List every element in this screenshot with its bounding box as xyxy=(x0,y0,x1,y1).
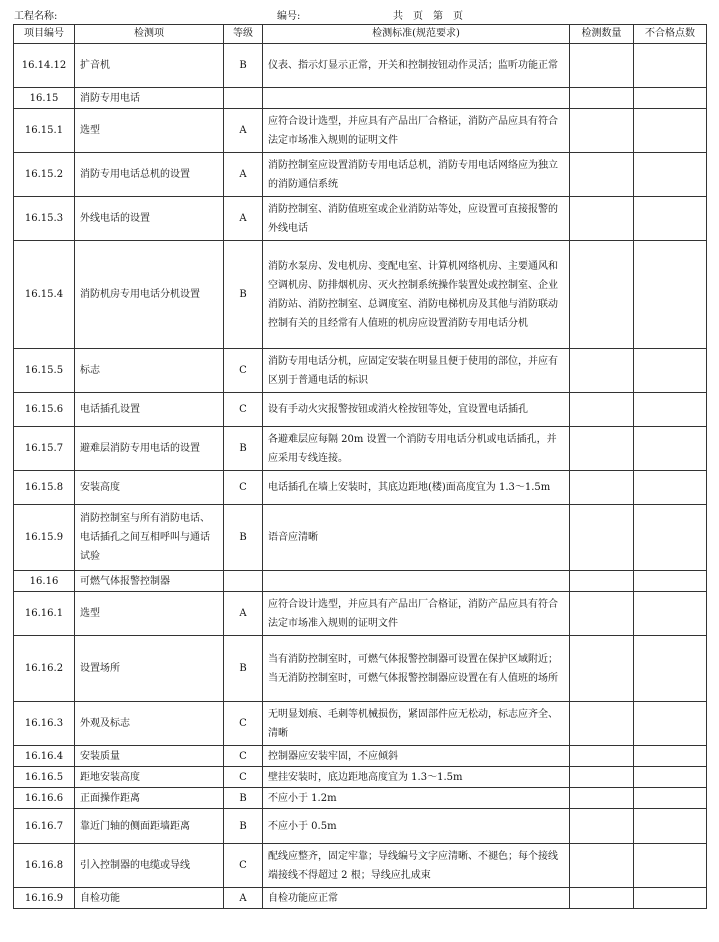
row-standard: 不应小于 1.2m xyxy=(263,788,570,809)
row-grade: B xyxy=(224,636,263,702)
row-quantity xyxy=(570,746,634,767)
row-grade: C xyxy=(224,393,263,427)
row-standard: 消防专用电话分机，应固定安装在明显且便于使用的部位，并应有区别于普通电话的标识 xyxy=(263,349,570,393)
row-standard: 不应小于 0.5m xyxy=(263,809,570,844)
table-row xyxy=(14,505,707,571)
row-code: 16.16.6 xyxy=(14,788,75,809)
row-standard xyxy=(263,571,570,592)
table-row xyxy=(14,109,707,153)
row-failures xyxy=(634,788,707,809)
row-failures xyxy=(634,844,707,888)
table-row xyxy=(14,44,707,88)
row-code: 16.15.5 xyxy=(14,349,75,393)
row-failures xyxy=(634,241,707,349)
table-row xyxy=(14,809,707,844)
row-standard xyxy=(263,88,570,109)
row-code: 16.16.2 xyxy=(14,636,75,702)
col-header-grade: 等级 xyxy=(224,25,263,44)
row-failures xyxy=(634,505,707,571)
row-grade: A xyxy=(224,153,263,197)
row-code: 16.15.2 xyxy=(14,153,75,197)
row-quantity xyxy=(570,153,634,197)
row-quantity xyxy=(570,44,634,88)
row-code: 16.15.1 xyxy=(14,109,75,153)
page-header xyxy=(0,0,719,24)
row-quantity xyxy=(570,636,634,702)
row-grade: C xyxy=(224,471,263,505)
row-item: 外线电话的设置 xyxy=(75,197,224,241)
row-grade xyxy=(224,88,263,109)
row-standard: 壁挂安装时，底边距地高度宜为 1.3～1.5m xyxy=(263,767,570,788)
row-quantity xyxy=(570,844,634,888)
row-code: 16.14.12 xyxy=(14,44,75,88)
row-code: 16.16.3 xyxy=(14,702,75,746)
row-grade: C xyxy=(224,767,263,788)
row-quantity xyxy=(570,767,634,788)
table-row xyxy=(14,393,707,427)
table-row xyxy=(14,844,707,888)
row-quantity xyxy=(570,888,634,909)
row-failures xyxy=(634,592,707,636)
row-code: 16.16.1 xyxy=(14,592,75,636)
row-failures xyxy=(634,809,707,844)
table-row xyxy=(14,767,707,788)
row-grade xyxy=(224,571,263,592)
row-item: 避难层消防专用电话的设置 xyxy=(75,427,224,471)
row-item: 消防专用电话 xyxy=(75,88,224,109)
row-grade: A xyxy=(224,197,263,241)
row-item: 距地安装高度 xyxy=(75,767,224,788)
row-failures xyxy=(634,88,707,109)
row-code: 16.16.7 xyxy=(14,809,75,844)
row-item: 选型 xyxy=(75,592,224,636)
table-row xyxy=(14,788,707,809)
row-grade: A xyxy=(224,592,263,636)
row-standard: 设有手动火灾报警按钮或消火栓按钮等处，宜设置电话插孔 xyxy=(263,393,570,427)
row-failures xyxy=(634,471,707,505)
row-item: 可燃气体报警控制器 xyxy=(75,571,224,592)
row-quantity xyxy=(570,471,634,505)
section-row xyxy=(14,571,707,592)
row-grade: B xyxy=(224,241,263,349)
row-standard: 应符合设计选型，并应具有产品出厂合格证，消防产品应具有符合法定市场准入规则的证明文件 xyxy=(263,592,570,636)
table-row xyxy=(14,636,707,702)
col-header-quantity: 检测数量 xyxy=(570,25,634,44)
table-header-row xyxy=(14,25,707,44)
row-grade: C xyxy=(224,746,263,767)
row-item: 扩音机 xyxy=(75,44,224,88)
row-failures xyxy=(634,636,707,702)
row-code: 16.15.9 xyxy=(14,505,75,571)
row-code: 16.15 xyxy=(14,88,75,109)
row-quantity xyxy=(570,197,634,241)
row-standard: 消防控制室、消防值班室或企业消防站等处，应设置可直接报警的外线电话 xyxy=(263,197,570,241)
row-failures xyxy=(634,393,707,427)
row-quantity xyxy=(570,571,634,592)
row-standard: 仪表、指示灯显示正常，开关和控制按钮动作灵活；监听功能正常 xyxy=(263,44,570,88)
row-code: 16.16.8 xyxy=(14,844,75,888)
row-grade: C xyxy=(224,349,263,393)
row-grade: C xyxy=(224,844,263,888)
row-quantity xyxy=(570,702,634,746)
row-code: 16.16.4 xyxy=(14,746,75,767)
row-standard: 自检功能应正常 xyxy=(263,888,570,909)
section-row xyxy=(14,88,707,109)
row-quantity xyxy=(570,809,634,844)
row-standard: 语音应清晰 xyxy=(263,505,570,571)
row-code: 16.15.3 xyxy=(14,197,75,241)
row-quantity xyxy=(570,592,634,636)
row-item: 电话插孔设置 xyxy=(75,393,224,427)
row-grade: C xyxy=(224,702,263,746)
row-item: 消防机房专用电话分机设置 xyxy=(75,241,224,349)
row-code: 16.15.7 xyxy=(14,427,75,471)
row-standard: 电话插孔在墙上安装时，其底边距地(楼)面高度宜为 1.3～1.5m xyxy=(263,471,570,505)
row-item: 安装高度 xyxy=(75,471,224,505)
col-header-standard: 检测标准(规范要求) xyxy=(263,25,570,44)
row-item: 正面操作距离 xyxy=(75,788,224,809)
row-quantity xyxy=(570,393,634,427)
row-grade: B xyxy=(224,809,263,844)
row-standard: 消防水泵房、发电机房、变配电室、计算机网络机房、主要通风和空调机房、防排烟机房、灭火控制系统操作装置处或控制室、企业消防站、消防控制室、总调度室、消防电梯机房及其他与消防联动控制有关的且经常有人值班的机房应设置消防专用电话分机 xyxy=(263,241,570,349)
col-header-item: 检测项 xyxy=(75,25,224,44)
row-standard: 无明显划痕、毛刺等机械损伤，紧固部件应无松动，标志应齐全、清晰 xyxy=(263,702,570,746)
row-standard: 消防控制室应设置消防专用电话总机，消防专用电话网络应为独立的消防通信系统 xyxy=(263,153,570,197)
inspection-table xyxy=(13,24,707,909)
row-grade: B xyxy=(224,427,263,471)
row-item: 标志 xyxy=(75,349,224,393)
row-failures xyxy=(634,153,707,197)
document-number-label: 编号: xyxy=(277,11,301,22)
row-quantity xyxy=(570,349,634,393)
row-code: 16.15.6 xyxy=(14,393,75,427)
row-grade: A xyxy=(224,888,263,909)
table-row xyxy=(14,241,707,349)
table-row xyxy=(14,427,707,471)
row-standard: 应符合设计选型，并应具有产品出厂合格证，消防产品应具有符合法定市场准入规则的证明文件 xyxy=(263,109,570,153)
table-row xyxy=(14,197,707,241)
row-item: 安装质量 xyxy=(75,746,224,767)
row-quantity xyxy=(570,788,634,809)
row-grade: B xyxy=(224,788,263,809)
row-grade: A xyxy=(224,109,263,153)
row-standard: 配线应整齐，固定牢靠；导线编号文字应清晰、不褪色；每个接线端接线不得超过 2 根；导线应扎成束 xyxy=(263,844,570,888)
row-quantity xyxy=(570,88,634,109)
row-item: 选型 xyxy=(75,109,224,153)
row-grade: B xyxy=(224,505,263,571)
row-code: 16.16 xyxy=(14,571,75,592)
row-item: 引入控制器的电缆或导线 xyxy=(75,844,224,888)
row-grade: B xyxy=(224,44,263,88)
row-quantity xyxy=(570,505,634,571)
table-row xyxy=(14,702,707,746)
row-failures xyxy=(634,888,707,909)
row-code: 16.15.4 xyxy=(14,241,75,349)
row-failures xyxy=(634,427,707,471)
row-item: 自检功能 xyxy=(75,888,224,909)
row-item: 设置场所 xyxy=(75,636,224,702)
row-failures xyxy=(634,746,707,767)
table-row xyxy=(14,471,707,505)
row-quantity xyxy=(570,109,634,153)
row-code: 16.15.8 xyxy=(14,471,75,505)
table-row xyxy=(14,888,707,909)
row-quantity xyxy=(570,427,634,471)
row-item: 靠近门轴的侧面距墙距离 xyxy=(75,809,224,844)
row-failures xyxy=(634,44,707,88)
col-header-code: 项目编号 xyxy=(14,25,75,44)
col-header-failures: 不合格点数 xyxy=(634,25,707,44)
table-row xyxy=(14,349,707,393)
row-code: 16.16.5 xyxy=(14,767,75,788)
row-failures xyxy=(634,767,707,788)
row-standard: 各避难层应每隔 20m 设置一个消防专用电话分机或电话插孔，并应采用专线连接。 xyxy=(263,427,570,471)
row-standard: 控制器应安装牢固，不应倾斜 xyxy=(263,746,570,767)
row-failures xyxy=(634,702,707,746)
table-row xyxy=(14,592,707,636)
row-standard: 当有消防控制室时，可燃气体报警控制器可设置在保护区域附近；当无消防控制室时，可燃气体报警控制器应设置在有人值班的场所 xyxy=(263,636,570,702)
row-item: 消防专用电话总机的设置 xyxy=(75,153,224,197)
row-failures xyxy=(634,349,707,393)
row-item: 外观及标志 xyxy=(75,702,224,746)
table-row xyxy=(14,746,707,767)
row-failures xyxy=(634,109,707,153)
page-count-label: 共 页 第 页 xyxy=(393,11,463,22)
row-quantity xyxy=(570,241,634,349)
row-code: 16.16.9 xyxy=(14,888,75,909)
row-failures xyxy=(634,197,707,241)
row-item: 消防控制室与所有消防电话、电话插孔之间互相呼叫与通话试验 xyxy=(75,505,224,571)
table-row xyxy=(14,153,707,197)
project-name-label: 工程名称: xyxy=(14,11,58,22)
row-failures xyxy=(634,571,707,592)
